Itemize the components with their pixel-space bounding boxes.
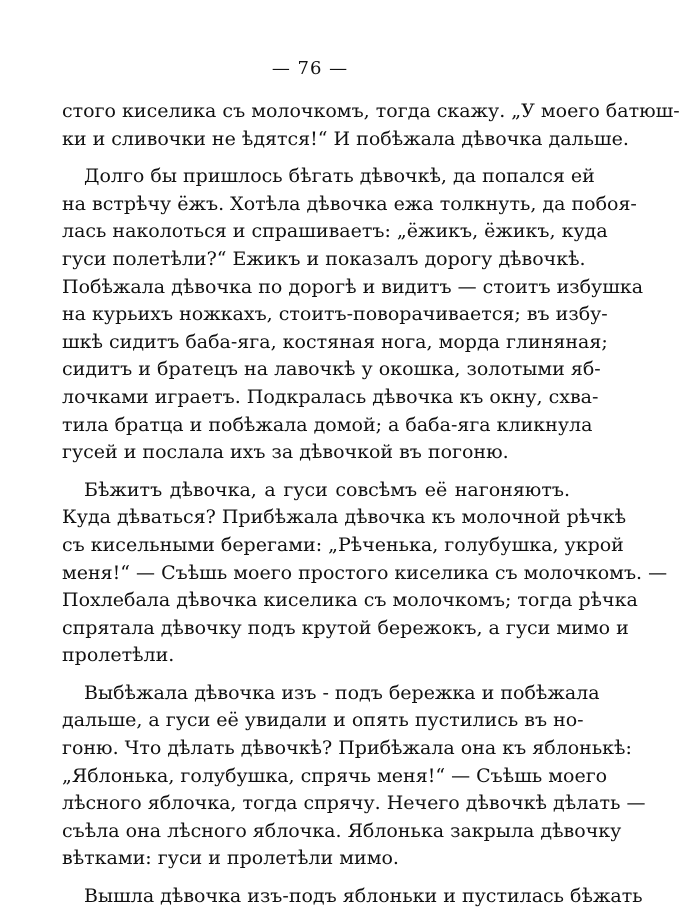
- text-line: меня!“ — Съѣшь моего простого киселика съ молочкомъ. —: [62, 561, 668, 584]
- text-line: сидитъ и братецъ на лавочкѣ у окошка, золотыми яб-: [62, 358, 601, 381]
- text-line: лочками играетъ. Подкралась дѣвочка къ окну, схва-: [62, 385, 599, 408]
- text-line: Похлебала дѣвочка киселика съ молочкомъ; тогда рѣчка: [62, 589, 638, 612]
- text-line: лѣсного яблочка, тогда спрячу. Нечего дѣвочкѣ дѣлать —: [62, 792, 646, 815]
- text-line: вѣтками: гуси и пролетѣли мимо.: [62, 847, 399, 870]
- text-line: ки и сливочки не ѣдятся!“ И побѣжала дѣвочка дальше.: [62, 127, 629, 150]
- paragraph-gap: [62, 467, 570, 477]
- text-line: Куда дѣваться? Прибѣжала дѣвочка къ молочной рѣчкѣ: [62, 506, 627, 529]
- text-line: Вышла дѣвочка изъ-подъ яблоньки и пустилась бѣжать: [84, 885, 643, 908]
- text-line: гоню. Что дѣлать дѣвочкѣ? Прибѣжала она къ яблонькѣ:: [62, 737, 632, 760]
- text-line: на курьихъ ножкахъ, стоитъ-поворачивается; въ избу-: [62, 303, 608, 326]
- paragraph-gap: [62, 873, 570, 883]
- body-text: [62, 98, 680, 911]
- text-line: гуси полетѣли?“ Ежикъ и показалъ дорогу дѣвочкѣ.: [62, 247, 586, 270]
- text-line: съ кисельными берегами: „Рѣченька, голубушка, укрой: [62, 533, 624, 556]
- paragraph-gap: [62, 670, 570, 680]
- text-line: съѣла она лѣсного яблочка. Яблонька закрыла дѣвочку: [62, 819, 622, 842]
- text-line: Побѣжала дѣвочка по дорогѣ и видитъ — стоитъ избушка: [62, 275, 644, 298]
- paragraph: [62, 883, 643, 911]
- text-line: Долго бы пришлось бѣгать дѣвочкѣ, да попался ей: [84, 165, 595, 188]
- text-line: Бѣжитъ дѣвочка, а гуси совсѣмъ её нагоняютъ.: [84, 478, 570, 501]
- text-line: Выбѣжала дѣвочка изъ - подъ бережка и побѣжала: [84, 681, 600, 704]
- text-line: лась наколоться и спрашиваетъ: „ёжикъ, ёжикъ, куда: [62, 220, 608, 243]
- text-line: дальше, а гуси её увидали и опять пустились въ но-: [62, 709, 584, 732]
- text-line: пролетѣли.: [62, 644, 175, 667]
- text-line: „Яблонька, голубушка, спрячь меня!“ — Съѣшь моего: [62, 764, 608, 787]
- paragraph: [62, 98, 680, 153]
- text-line: тила братца и побѣжала домой; а баба-яга кликнула: [62, 413, 593, 436]
- paragraph: [62, 163, 644, 467]
- text-line: на встрѣчу ёжъ. Хотѣла дѣвочка ежа толкнуть, да побоя-: [62, 192, 637, 215]
- text-line: гусей и послала ихъ за дѣвочкой въ погоню.: [62, 441, 509, 464]
- page-number: — 76 —: [271, 58, 349, 79]
- text-line: стого киселика съ молочкомъ, тогда скажу. „У моего батюш-: [62, 100, 680, 122]
- paragraph: [62, 477, 668, 670]
- text-line: шкѣ сидитъ баба-яга, костяная нога, морда глиняная;: [62, 330, 608, 353]
- paragraph: [62, 680, 646, 873]
- paragraph-gap: [62, 153, 570, 163]
- text-line: спрятала дѣвочку подъ крутой бережокъ, а гуси мимо и: [62, 616, 629, 639]
